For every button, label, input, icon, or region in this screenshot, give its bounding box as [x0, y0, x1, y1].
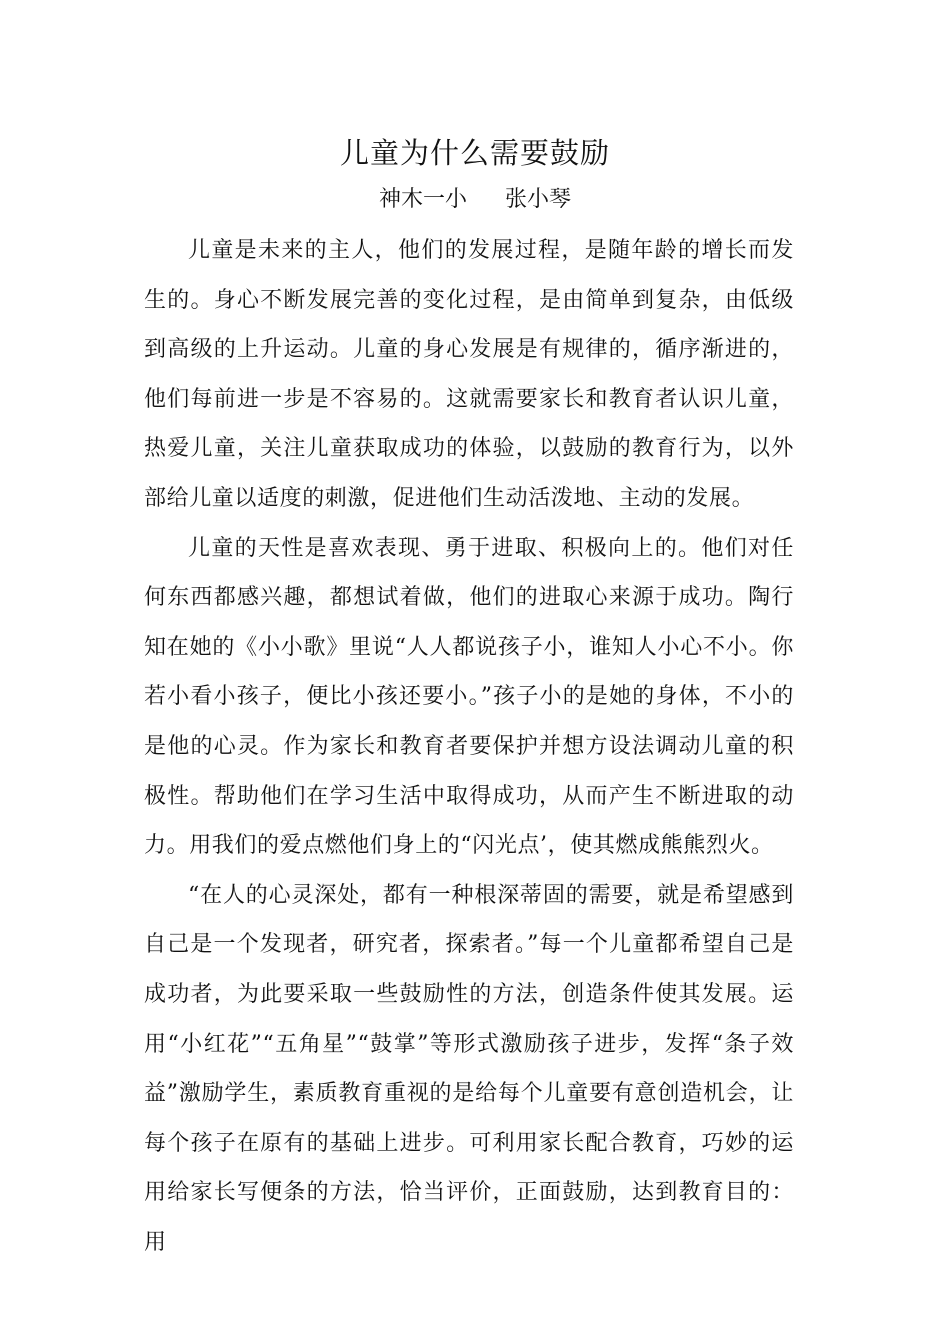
document-title: 儿童为什么需要鼓励	[339, 136, 610, 170]
author-name: 张小琴	[505, 187, 572, 212]
paragraph-3: “在人的心灵深处，都有一种根深蒂固的需要，就是希望感到自己是一个发现者，研究者，探索者。”每一个儿童都希望自己是成功者，为此要采取一些鼓励性的方法，创造条件使其发展。运用“小红花”“五角星”“鼓掌”等形式激励孩子进步，发挥“条子效益”激励学生，素质教育重视的是给每个儿童要有意创造机会，让每个孩子在原有的基础上进步。可利用家长配合教育，巧妙的运用给家长写便条的方法，恰当评价，正面鼓励，达到教育目的：用	[144, 882, 794, 1255]
paragraph-2: 儿童的天性是喜欢表现、勇于进取、积极向上的。他们对任何东西都感兴趣，都想试着做，他们的进取心来源于成功。陶行知在她的《小小歌》里说“人人都说孩子小，谁知人小心不小。你若小看小孩子，便比小孩还要小。”孩子小的是她的身体，不小的是他的心灵。作为家长和教育者要保护并想方设法调动儿童的积极性。帮助他们在学习生活中取得成功，从而产生不断进取的动力。用我们的爱点燃他们身上的“闪光点’，使其燃成熊熊烈火。	[144, 535, 794, 859]
paragraph-1: 儿童是未来的主人，他们的发展过程，是随年龄的增长而发生的。身心不断发展完善的变化过程，是由简单到复杂，由低级到高级的上升运动。儿童的身心发展是有规律的，循序渐进的，他们每前进一步是不容易的。这就需要家长和教育者认识儿童，热爱儿童，关注儿童获取成功的体验，以鼓励的教育行为，以外部给儿童以适度的刺激，促进他们生动活泼地、主动的发展。	[144, 238, 794, 511]
document-body	[144, 226, 794, 1267]
school-name: 神木一小	[378, 187, 467, 212]
byline	[0, 180, 950, 220]
